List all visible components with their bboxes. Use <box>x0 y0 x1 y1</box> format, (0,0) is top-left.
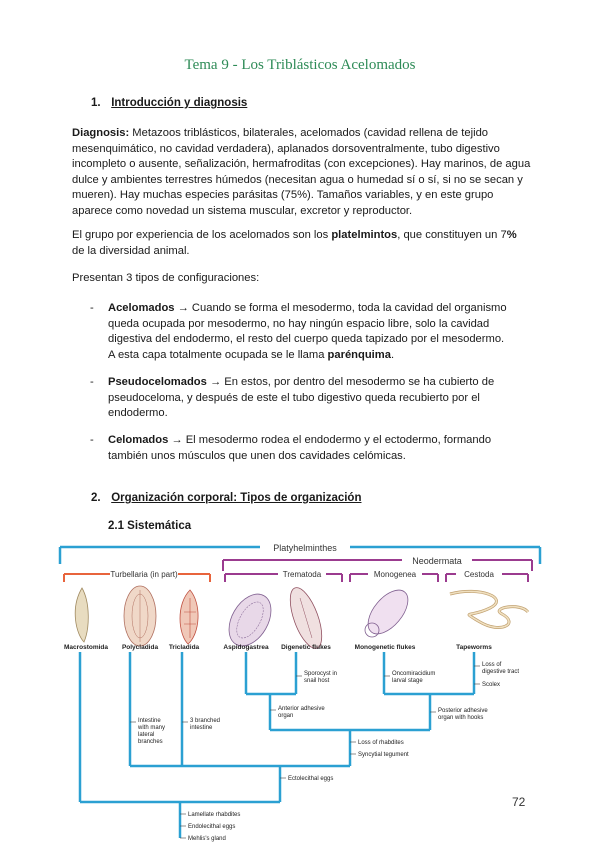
diagnosis-label: Diagnosis: <box>72 127 130 139</box>
section-2-number: 2. <box>91 492 101 504</box>
annotation: Syncytial tegument <box>358 752 409 758</box>
annotation: Anterior adhesive <box>278 706 325 712</box>
annotation: Loss of <box>482 662 502 668</box>
text-run: → Cuando se forma el mesodermo, toda la cavidad del organismo <box>174 302 507 314</box>
diagnosis-line: mueren). Hay muchas especies parásitas (75%). Tamaños variables, y en este grupo <box>72 189 494 202</box>
taxon-label: Monogenetic flukes <box>354 644 416 651</box>
config-celomados <box>108 433 528 464</box>
annotation: Lamellate rhabdites <box>188 812 241 818</box>
page-title: Tema 9 - Los Triblásticos Acelomados <box>184 57 416 73</box>
label-cestoda: Cestoda <box>464 570 494 579</box>
text-run: endodermo. <box>108 407 168 420</box>
list-bullet: - <box>90 434 94 446</box>
annotation: branches <box>138 739 163 745</box>
config-acelomados <box>108 301 528 363</box>
text-run: → En estos, por dentro del mesodermo se ha cubierto de <box>206 376 495 388</box>
label-trematoda: Trematoda <box>282 570 322 579</box>
annotation: Posterior adhesive <box>438 708 488 714</box>
taxon-label: Aspidogastrea <box>223 644 269 651</box>
parenquima-term: parénquima <box>327 348 391 361</box>
diagnosis-line: mesenquimático, no cavidad verdadera), aplanados dorsoventralmente, tubo digestivo <box>72 142 500 155</box>
config-pseudocelomados <box>108 375 528 422</box>
config-term: Acelomados <box>108 302 175 314</box>
annotation: Sporocyst in <box>304 671 338 677</box>
text-run: pseudoceloma, y después de este el tubo digestivo queda recubierto por el <box>108 391 480 404</box>
config-term: Pseudocelomados <box>108 376 207 388</box>
monogenetic-fluke-illustration <box>361 583 416 641</box>
annotation: Loss of rhabdites <box>358 740 404 746</box>
annotation: intestine <box>190 725 213 731</box>
taxon-label: Tricladida <box>168 644 200 651</box>
annotation: larval stage <box>392 678 423 684</box>
annotation: Oncomiracidium <box>392 671 436 677</box>
section-1-heading <box>91 96 247 112</box>
text-run: de la diversidad animal. <box>72 244 190 257</box>
platelmintos-paragraph <box>72 228 534 259</box>
macrostomida-illustration <box>75 588 88 642</box>
tapeworm-illustration <box>450 591 528 627</box>
subsection-title: 2.1 Sistemática <box>108 520 192 532</box>
taxon-label: Tapeworms <box>456 644 492 651</box>
annotation: digestive tract <box>482 669 520 675</box>
text-run: también unos músculos que unen dos cavidades celómicas. <box>108 449 406 462</box>
text-run: → El mesodermo rodea el endodermo y el ectodermo, formando <box>168 434 492 446</box>
text-run: digestiva del endodermo, el resto del cuerpo queda tapizado por el mesodermo. <box>108 333 505 346</box>
annotation: lateral <box>138 732 155 738</box>
section-2-heading <box>91 491 361 507</box>
taxon-label: Macrostomida <box>63 644 109 651</box>
annotation: Mehlis's gland <box>188 836 226 842</box>
config-term: Celomados <box>108 434 169 446</box>
text-run: . <box>390 348 395 361</box>
section-1-title: Introducción y diagnosis <box>111 97 248 109</box>
annotation: organ <box>278 713 294 719</box>
text-run: , que constituyen un 7 <box>397 229 507 241</box>
digenetic-fluke-illustration <box>284 584 328 652</box>
label-platyhelminthes: Platyhelminthes <box>273 543 337 553</box>
phylogeny-diagram <box>50 538 550 848</box>
diagnosis-line: incompleto o ausente, señalización, hermafroditas (con excepciones). Hay marinos, de agua <box>72 158 531 171</box>
section-2-title: Organización corporal: Tipos de organización <box>111 492 362 504</box>
text-run: queda ocupada por mesodermo, no hay ningún espacio libre, solo la cavidad <box>108 317 490 330</box>
diagnosis-line: aparece como novedad un sistema muscular, excretor y reproductor. <box>72 204 413 217</box>
section-1-number: 1. <box>91 97 101 109</box>
label-turbellaria: Turbellaria (in part) <box>110 570 178 579</box>
tricladida-illustration <box>180 590 198 644</box>
polycladida-illustration <box>124 586 156 646</box>
label-neodermata: Neodermata <box>412 556 462 566</box>
label-monogenea: Monogenea <box>373 570 417 579</box>
annotation: 3 branched <box>190 718 221 724</box>
diagnosis-line: Metazoos triblásticos, bilaterales, acelomados (cavidad rellena de tejido <box>129 127 489 139</box>
annotation: Ectolecithal eggs <box>288 776 334 782</box>
annotation: snail host <box>304 678 330 684</box>
page-number: 72 <box>512 795 526 809</box>
list-bullet: - <box>90 302 94 314</box>
platelmintos-term: platelmintos <box>331 229 398 241</box>
diagnosis-line: dulce y ambientes terrestres húmedos (necesitan agua o humedad sí o sí, si no se secan y <box>72 173 523 186</box>
annotation: with many <box>138 725 166 731</box>
text-run: El grupo por experiencia de los acelomados son los <box>72 229 332 241</box>
annotation: Endolecithal eggs <box>188 824 236 830</box>
configs-intro: Presentan 3 tipos de configuraciones: <box>72 272 260 284</box>
list-bullet: - <box>90 376 94 388</box>
taxon-label: Polycladida <box>121 644 159 651</box>
text-run: A esta capa totalmente ocupada se le llama <box>108 348 328 361</box>
percent-bold: % <box>506 229 517 241</box>
annotation: organ with hooks <box>438 715 484 721</box>
diagnosis-paragraph <box>72 126 534 220</box>
annotation: Intestine <box>138 718 161 724</box>
annotation: Scolex <box>482 682 501 688</box>
taxon-label: Digenetic flukes <box>281 644 331 651</box>
